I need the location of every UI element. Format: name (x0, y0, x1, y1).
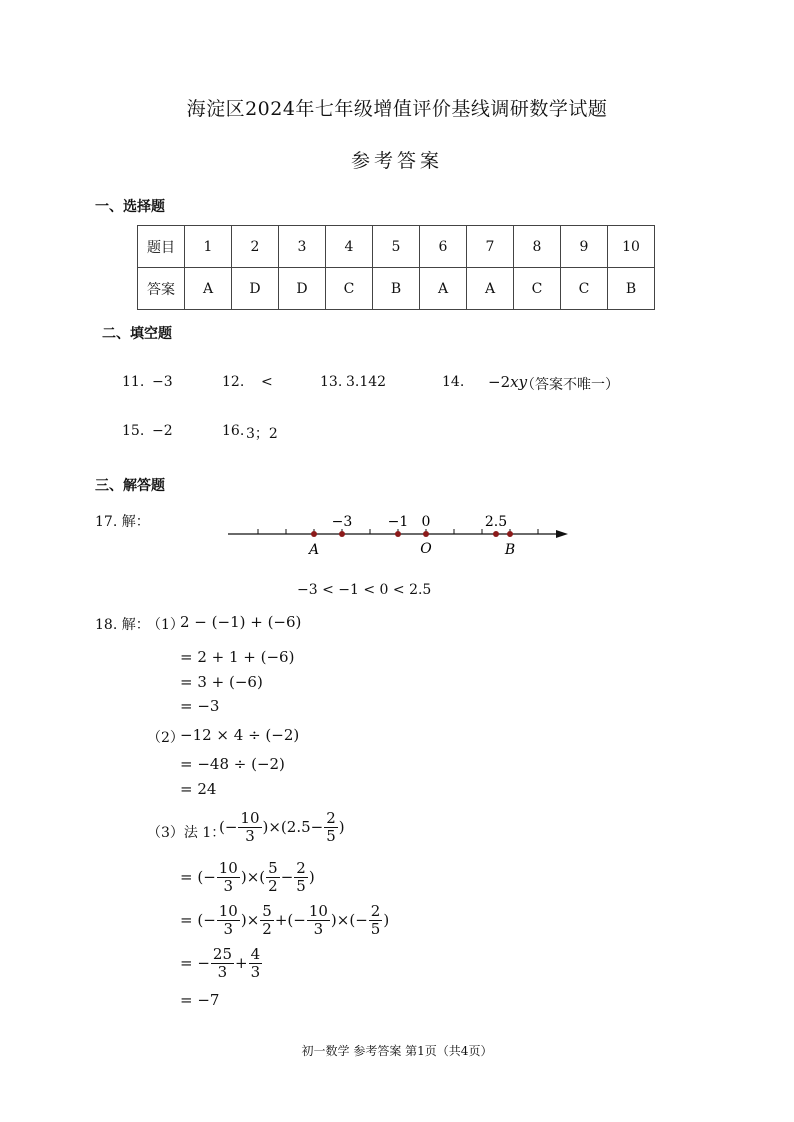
blank-11-answer: −3 (152, 374, 173, 390)
section-fill-heading: 二、填空题 (102, 326, 172, 342)
tick-label-zero: 0 (421, 514, 431, 530)
fraction: $\frac{5}{2}$ (262, 902, 272, 939)
blank-13-answer: 3.142 (346, 374, 387, 390)
point-b-dot (507, 531, 513, 537)
q18-part1-step2: = 3 + (−6) (180, 673, 263, 691)
blank-14-variable: xy (510, 373, 528, 391)
q17-inequality: −3 < −1 < 0 < 2.5 (297, 582, 432, 598)
q17-label: 17. 解： (95, 514, 150, 530)
fraction: $\frac{10}{3}$ (308, 902, 328, 939)
fraction: $\frac{10}{3}$ (218, 902, 238, 939)
q18-part3-step3: = − $\frac{25}{3}$ + $\frac{4}{3}$ (180, 945, 261, 982)
table-cell: 9 (561, 226, 608, 268)
point-origin-dot (423, 531, 429, 537)
table-cell: B (608, 268, 655, 310)
blank-14-number: 14. (442, 374, 465, 390)
table-cell: 7 (467, 226, 514, 268)
table-cell: D (232, 268, 279, 310)
tick-label-minus-1: −1 (387, 514, 409, 530)
table-row-answers (138, 268, 655, 310)
table-cell: 5 (373, 226, 420, 268)
fraction: $\frac{4}{3}$ (250, 945, 261, 982)
blank-16-number: 16. (222, 423, 245, 439)
number-line (220, 508, 580, 560)
point-label-b: B (504, 542, 516, 558)
blank-14-coefficient: −2 (488, 373, 511, 391)
q18-part2-step2: = 24 (180, 780, 217, 798)
table-cell: B (373, 268, 420, 310)
choice-answer-table (137, 225, 655, 310)
arrow-icon (556, 530, 568, 538)
table-cell: D (279, 268, 326, 310)
fraction: $\frac{10}{3}$ (218, 859, 238, 896)
q18-part1-step3: = −3 (180, 697, 220, 715)
q18-part3-step2: = (− $\frac{10}{3}$ )× $\frac{5}{2}$ +(− $\frac{10}{3}$ )×(− $\frac{2}{5}$ ) (180, 902, 390, 939)
table-cell: 8 (514, 226, 561, 268)
table-cell: 6 (420, 226, 467, 268)
fraction: $\frac{2}{5}$ (326, 809, 336, 846)
point-2-5-dot (493, 531, 499, 537)
table-cell: C (514, 268, 561, 310)
section-choice-heading: 一、选择题 (95, 199, 165, 215)
fraction: $\frac{2}{5}$ (370, 902, 381, 939)
q18-part3-final: = −7 (180, 991, 220, 1009)
row-header: 答案 (138, 268, 185, 310)
table-cell: A (420, 268, 467, 310)
point-label-a: A (308, 542, 320, 558)
q18-part1-step1: = 2 + 1 + (−6) (180, 648, 295, 666)
blank-15-answer: −2 (152, 423, 173, 439)
blank-13-number: 13. (320, 374, 343, 390)
blank-12-answer: < (261, 374, 273, 390)
point-label-o: O (420, 541, 432, 557)
q18-part3-tag: （3）法 1： (147, 825, 226, 841)
table-cell: 4 (326, 226, 373, 268)
q18-part1-tag: （1） (147, 617, 184, 633)
point-a-dot (311, 531, 317, 537)
page-subtitle: 参考答案 (350, 150, 443, 172)
page-footer: 初一数学 参考答案 第1页（共4页） (301, 1044, 493, 1058)
blank-11-number: 11. (122, 374, 145, 390)
table-cell: A (185, 268, 232, 310)
q18-part3-expression: (− $\frac{10}{3}$ )×(2.5− $\frac{2}{5}$ ) (219, 809, 345, 846)
blank-16-answer: 3；2 (246, 426, 278, 442)
q18-part2-tag: （2） (147, 730, 184, 746)
fraction: $\frac{5}{2}$ (268, 859, 278, 896)
fraction: $\frac{25}{3}$ (212, 945, 232, 982)
row-header: 题目 (138, 226, 185, 268)
fraction: $\frac{10}{3}$ (240, 809, 260, 846)
table-cell: C (561, 268, 608, 310)
table-cell: A (467, 268, 514, 310)
section-solution-heading: 三、解答题 (95, 478, 165, 494)
q18-label: 18. 解： (95, 617, 150, 633)
table-cell: C (326, 268, 373, 310)
tick-label-2-5: 2.5 (484, 514, 508, 530)
table-row-numbers (138, 226, 655, 268)
point-minus-3-dot (339, 531, 345, 537)
page-title: 海淀区2024年七年级增值评价基线调研数学试题 (186, 98, 608, 120)
blank-12-number: 12. (222, 374, 245, 390)
table-cell: 10 (608, 226, 655, 268)
q18-part2-expression: −12 × 4 ÷ (−2) (180, 726, 300, 744)
table-cell: 3 (279, 226, 326, 268)
fraction: $\frac{2}{5}$ (296, 859, 306, 896)
q18-part1-expression: 2 − (−1) + (−6) (180, 613, 302, 631)
blank-14-note: （答案不唯一） (521, 377, 619, 393)
table-cell: 1 (185, 226, 232, 268)
point-minus-1-dot (395, 531, 401, 537)
table-cell: 2 (232, 226, 279, 268)
q18-part3-step1: = (− $\frac{10}{3}$ )×( $\frac{5}{2}$ − $\frac{2}{5}$ ) (180, 859, 315, 896)
q18-part2-step1: = −48 ÷ (−2) (180, 755, 285, 773)
blank-15-number: 15. (122, 423, 145, 439)
tick-label-minus-3: −3 (331, 514, 353, 530)
